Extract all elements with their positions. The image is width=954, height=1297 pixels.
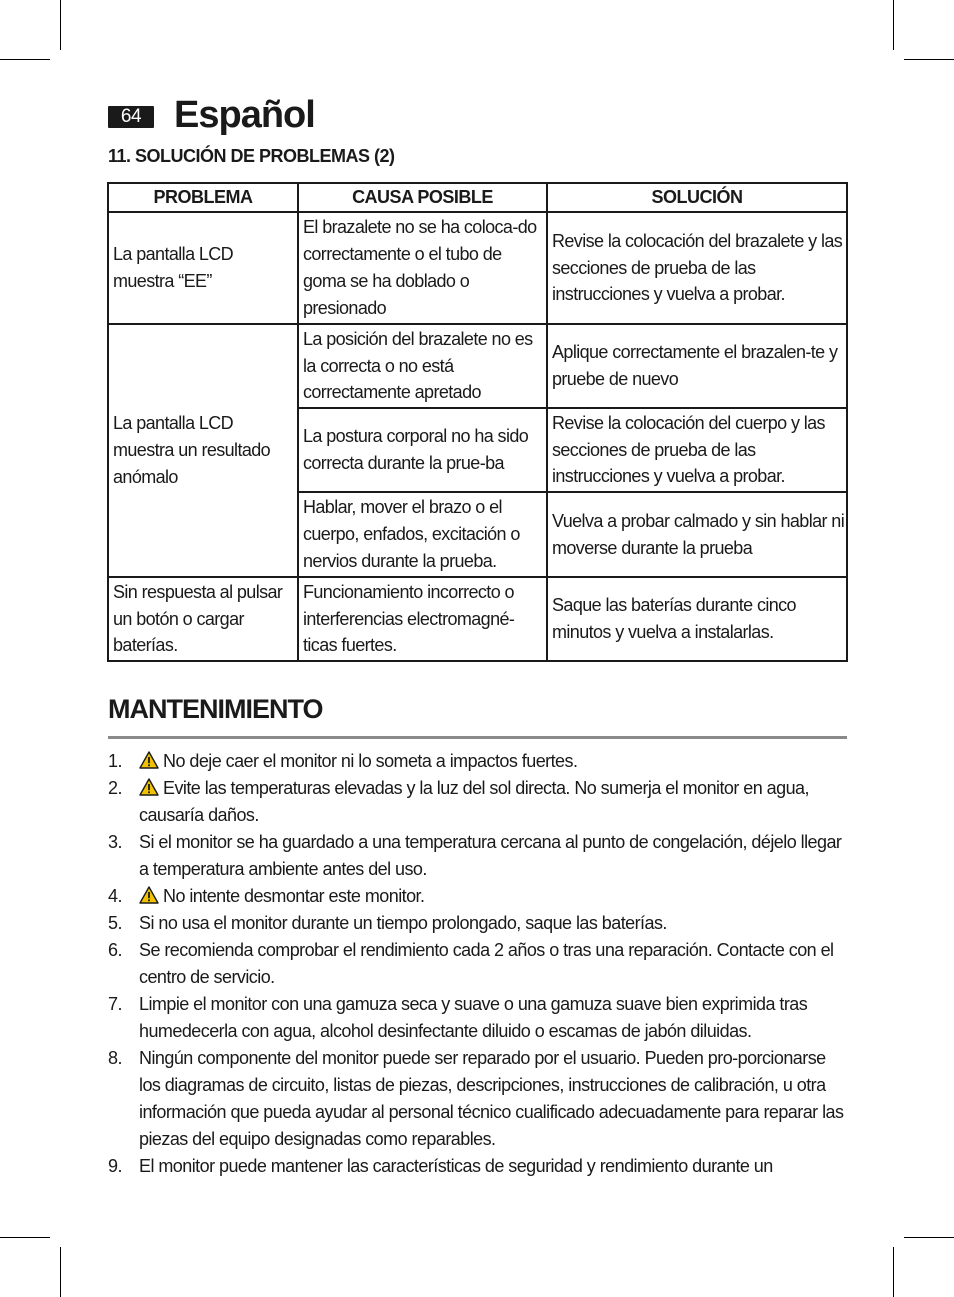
list-number: 9.	[108, 1156, 122, 1176]
column-header-cause: CAUSA POSIBLE	[298, 183, 547, 212]
warning-triangle-icon	[139, 751, 159, 769]
crop-mark	[0, 59, 50, 60]
list-item	[108, 1153, 850, 1180]
crop-mark	[60, 1247, 61, 1297]
table-header-row	[108, 183, 847, 212]
warning-triangle-icon	[139, 778, 159, 796]
list-text: Limpie el monitor con una gamuza seca y suave o una gamuza suave bien exprimida tras humedecerla con agua, alcohol desinfectante diluido o escamas de jabón diluidas.	[139, 994, 808, 1041]
solution-cell: Revise la colocación del brazalete y las secciones de prueba de las instrucciones y vuelva a probar.	[547, 212, 847, 324]
solution-cell: Revise la colocación del cuerpo y las secciones de prueba de las instrucciones y vuelva a probar.	[547, 408, 847, 492]
list-text: Evite las temperaturas elevadas y la luz del sol directa. No sumerja el monitor en agua, causaría daños.	[139, 778, 809, 825]
crop-mark	[60, 0, 61, 50]
warning-triangle-icon	[139, 886, 159, 904]
list-item	[108, 937, 850, 991]
list-number: 5.	[108, 913, 122, 933]
list-item	[108, 883, 850, 910]
crop-mark	[893, 1247, 894, 1297]
table-row	[108, 212, 847, 324]
list-text: No deje caer el monitor ni lo someta a impactos fuertes.	[163, 751, 578, 771]
cause-cell: El brazalete no se ha coloca-do correctamente o el tubo de goma se ha doblado o presionado	[298, 212, 547, 324]
cause-cell: Funcionamiento incorrecto o interferencias electromagné-ticas fuertes.	[298, 577, 547, 661]
list-text: Ningún componente del monitor puede ser reparado por el usuario. Pueden pro-porcionarse los diagramas de circuito, listas de piezas, descripciones, instrucciones de calibración, u otra información que pueda ayudar al personal técnico cualificado adecuadamente para reparar las piezas del equipo designadas como reparables.	[139, 1048, 844, 1149]
crop-mark	[0, 1237, 50, 1238]
list-number: 1.	[108, 751, 122, 771]
list-item	[108, 829, 850, 883]
problem-cell: La pantalla LCD muestra un resultado anómalo	[108, 324, 298, 577]
list-text: Si el monitor se ha guardado a una temperatura cercana al punto de congelación, déjelo llegar a temperatura ambiente antes del uso.	[139, 832, 842, 879]
maintenance-list	[108, 748, 850, 1180]
list-number: 4.	[108, 886, 122, 906]
list-item	[108, 910, 850, 937]
page-number: 64	[108, 106, 154, 128]
table-row	[108, 324, 847, 408]
cause-cell: La postura corporal no ha sido correcta durante la prue-ba	[298, 408, 547, 492]
list-number: 8.	[108, 1048, 122, 1068]
column-header-solution: SOLUCIÓN	[547, 183, 847, 212]
list-number: 7.	[108, 994, 122, 1014]
list-number: 3.	[108, 832, 122, 852]
list-item	[108, 775, 850, 829]
crop-mark	[904, 59, 954, 60]
list-item	[108, 991, 850, 1045]
solution-cell: Vuelva a probar calmado y sin hablar ni moverse durante la prueba	[547, 492, 847, 577]
solution-cell: Aplique correctamente el brazalen-te y pruebe de nuevo	[547, 324, 847, 408]
list-number: 6.	[108, 940, 122, 960]
list-item	[108, 748, 850, 775]
maintenance-title: MANTENIMIENTO	[108, 694, 323, 724]
list-text: El monitor puede mantener las características de seguridad y rendimiento durante un	[139, 1156, 773, 1176]
column-header-problem: PROBLEMA	[108, 183, 298, 212]
list-text: Si no usa el monitor durante un tiempo prolongado, saque las baterías.	[139, 913, 667, 933]
crop-mark	[893, 0, 894, 50]
list-item	[108, 1045, 850, 1153]
problem-cell: La pantalla LCD muestra “EE”	[108, 212, 298, 324]
list-text: Se recomienda comprobar el rendimiento cada 2 años o tras una reparación. Contacte con el centro de servicio.	[139, 940, 834, 987]
cause-cell: La posición del brazalete no es la correcta o no está correctamente apretado	[298, 324, 547, 408]
language-title: Español	[174, 94, 315, 136]
list-text: No intente desmontar este monitor.	[163, 886, 425, 906]
list-number: 2.	[108, 778, 122, 798]
problem-cell: Sin respuesta al pulsar un botón o cargar baterías.	[108, 577, 298, 661]
divider	[108, 736, 847, 739]
crop-mark	[904, 1237, 954, 1238]
solution-cell: Saque las baterías durante cinco minutos y vuelva a instalarlas.	[547, 577, 847, 661]
table-row	[108, 577, 847, 661]
cause-cell: Hablar, mover el brazo o el cuerpo, enfados, excitación o nervios durante la prueba.	[298, 492, 547, 577]
troubleshooting-table	[107, 182, 848, 662]
section-title: 11. SOLUCIÓN DE PROBLEMAS (2)	[108, 146, 395, 166]
